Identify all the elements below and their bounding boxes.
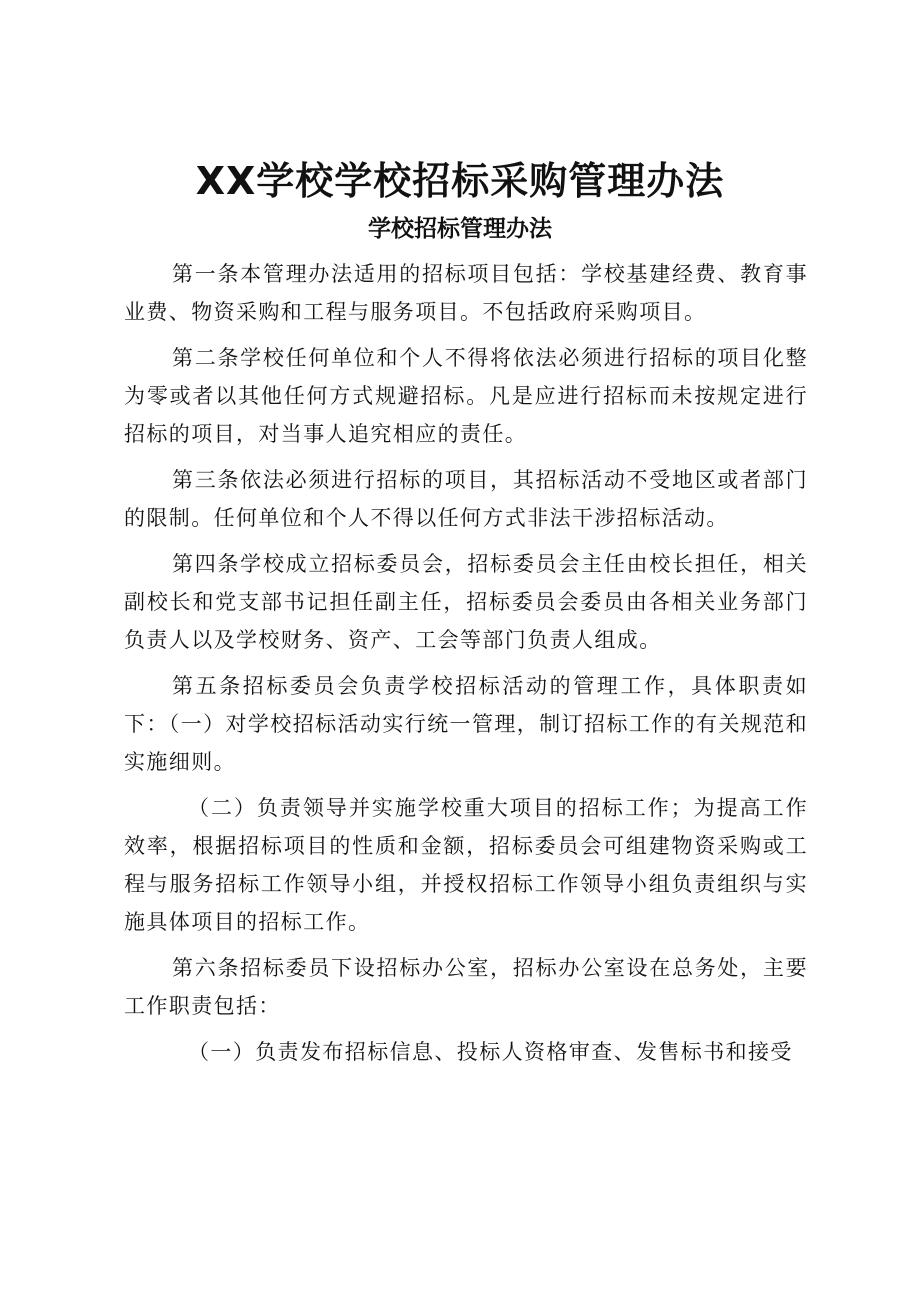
article-6-paragraph: 第六条招标委员下设招标办公室，招标办公室设在总务处，主要工作职责包括： [124, 956, 808, 1018]
article-1-paragraph: 第一条本管理办法适用的招标项目包括：学校基建经费、教育事业费、物资采购和工程与服务项目。不包括政府采购项目。 [124, 262, 808, 324]
document-subtitle: 学校招标管理办法 [368, 216, 552, 242]
article-5-item-2-paragraph: （二）负责领导并实施学校重大项目的招标工作；为提高工作效率，根据招标项目的性质和金额，招标委员会可组建物资采购或工程与服务招标工作领导小组，并授权招标工作领导小组负责组织与实施具体项目的招标工作。 [124, 796, 808, 934]
document-body [124, 255, 808, 1079]
article-3-paragraph: 第三条依法必须进行招标的项目，其招标活动不受地区或者部门的限制。任何单位和个人不得以任何方式非法干涉招标活动。 [124, 468, 808, 530]
article-5-paragraph: 第五条招标委员会负责学校招标活动的管理工作，具体职责如下：（一）对学校招标活动实行统一管理，制订招标工作的有关规范和实施细则。 [124, 674, 808, 774]
article-6-item-1-paragraph: （一）负责发布招标信息、投标人资格审查、发售标书和接受 [188, 1040, 793, 1064]
article-4-paragraph: 第四条学校成立招标委员会，招标委员会主任由校长担任，相关副校长和党支部书记担任副主任，招标委员会委员由各相关业务部门负责人以及学校财务、资产、工会等部门负责人组成。 [124, 552, 808, 652]
document-title: XX学校学校招标采购管理办法 [195, 159, 725, 203]
article-2-paragraph: 第二条学校任何单位和个人不得将依法必须进行招标的项目化整为零或者以其他任何方式规避招标。凡是应进行招标而未按规定进行招标的项目，对当事人追究相应的责任。 [124, 346, 808, 446]
